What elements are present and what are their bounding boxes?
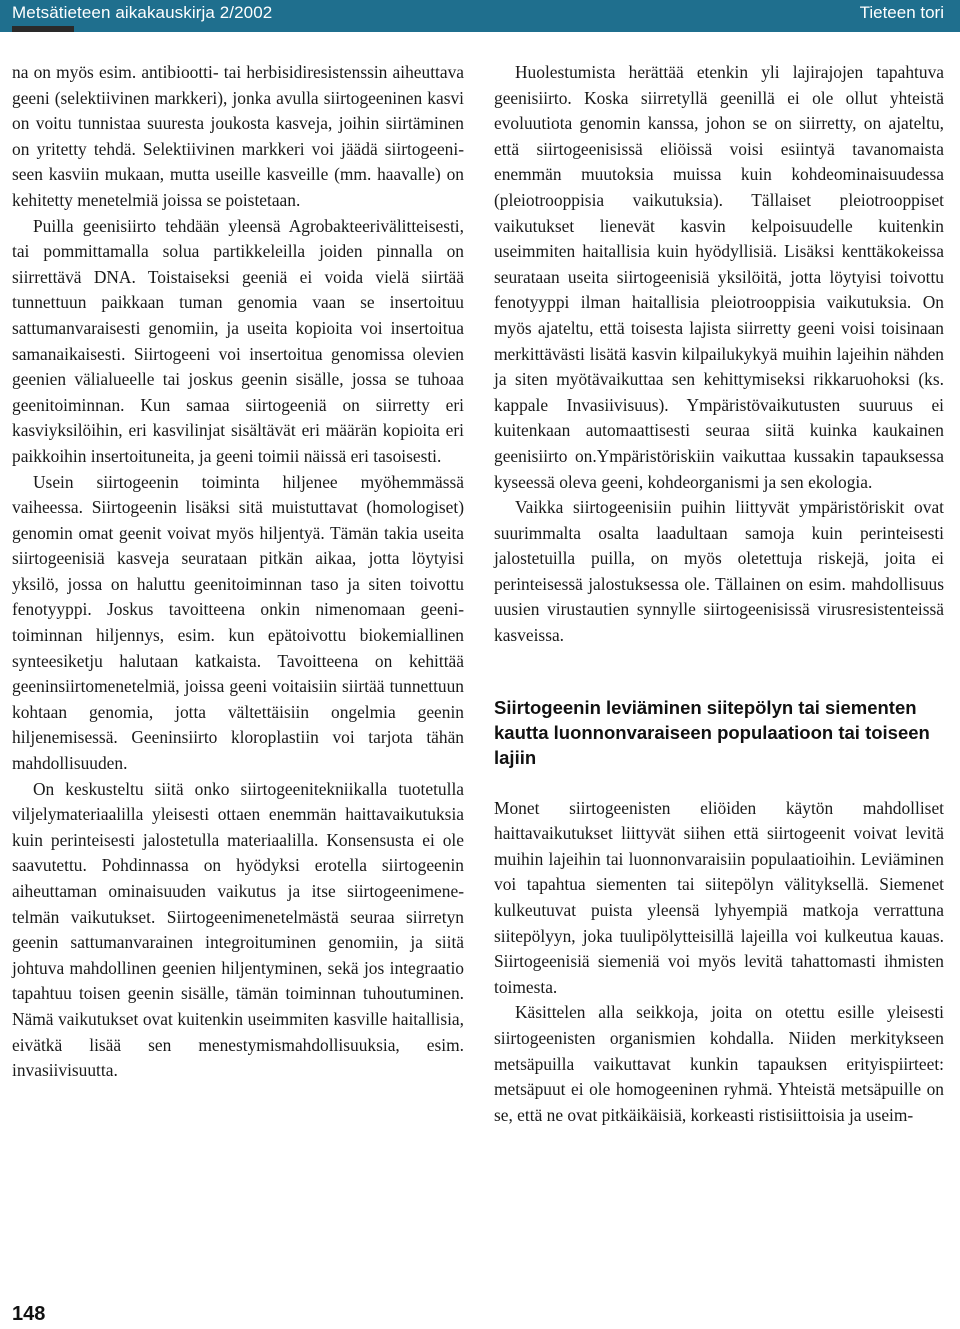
page-number: 148: [12, 1303, 46, 1325]
body-paragraph: On keskusteltu siitä onko siirtogeenitekniikalla tuotetulla viljelymateriaalilla yleisesti ottaen enemmän haittavaikutuksia kuin perinteisesti jalostetulla materiaalilla. Konsensusta ei ole saavutettu. Pohdinnassa on hyödyksi erotella siirtogeenin aiheuttaman ominaisuuden vaikutus ja itse siirtogeenimenetelmän vaikutukset. Siirtogeenimenetelmästä seuraa siirretyn geenin sattumanvarainen integroituminen genomiin, ja siitä johtuva mahdollinen geenien hiljentyminen, sekä jos integraatio tapahtuu toisen geenin sisälle, tämän toiminnan tuhoutuminen. Nämä vaikutukset ovat kuitenkin useimmiten kasville haitallisia, eivätkä lisää sen menestymismahdollisuuksia, esim. invasiivisuutta.: [12, 778, 464, 1081]
left-column: [12, 60, 464, 1084]
body-paragraph: Usein siirtogeenin toiminta hiljenee myöhemmässä vaiheessa. Siirtogeenin lisäksi sitä muistuttavat (homologiset) genomin omat geenit voivat myös hiljentyä. Tämän takia useita siirtogeenisiä kasveja seurataan pitkän aikaa, jotta löytyisi yksilö, jossa on haluttu geenitoiminnan taso ja siten toivottu fenotyyppi. Joskus tavoitteena onkin nimenomaan geenitoiminnan hiljennys, esim. kun epätoivottu biokemiallinen synteesiketju halutaan katkaista. Tavoitteena on kehittää geeninsiirtomenetelmiä, joissa geeni voitaisiin siirtää tunnettuun kohtaan genomia, jotta vältettäisiin ongelmia geenin hiljenemisessä. Geeninsiirto kloroplastiin voi tarjota tähän mahdollisuuden.: [12, 471, 464, 774]
body-paragraph: Vaikka siirtogeenisiin puihin liittyvät ympäristöriskit ovat suurimmalta osalta laadultaan samoja kuin perinteisesti jalostetuilla puilla, on myös oletettuja riskejä, joita ei perinteisessä jalostuksessa ole. Tällainen on esim. mahdollisuus uusien virustautien synnylle siirtogeenisissä virusresistenteissä kasveissa.: [494, 497, 944, 646]
body-paragraph: Puilla geenisiirto tehdään yleensä Agrobakteerivälitteisesti, tai pommittamalla solua partikkeleilla joiden pinnalla on siirrettävä DNA. Toistaiseksi geeniä ei voida vielä siirtää tunnettuun paikkaan tuman genomia vaan se insertoituu sattumanvaraisesti genomiin, ja useita kopioita voi insertoitua samanaikaisesti. Siirtogeeni voi insertoitua genomissa olevien geenien välialueelle tai joskus geenin sisälle, jossa se tuhoaa geenitoiminnan. Kun samaa siirtogeeniä on siirretty eri kasviyksilöihin, eri kasvilinjat sisältävät eri määrän kopioita eri paikkoihin insertoituneita, ja geeni toimii näissä eri tasoisesti.: [12, 215, 464, 466]
journal-title: Metsätieteen aikakauskirja 2/2002: [12, 3, 273, 22]
right-column: [494, 60, 944, 1128]
body-paragraph: na on myös esim. antibiootti- tai herbisidiresistenssin aiheuttava geeni (selektiivinen markkeri), jonka avulla siirtogeeninen kasvi on voitu tunnistaa suuresta joukosta kasveja, joihin siirtäminen on yritetty tehdä. Selektiivinen markkeri voi jäädä siirtogeeniseen kasviin mukaan, mutta useille kasveille (mm. haavalle) on kehitetty menetelmiä joissa se poistetaan.: [12, 62, 464, 210]
section-heading: Siirtogeenin leviäminen siitepölyn tai siementen kautta luonnonvaraiseen populaatioon tai toiseen lajiin: [494, 696, 930, 768]
body-paragraph: Monet siirtogeenisten eliöiden käytön mahdolliset haittavaikutukset liittyvät siihen että siirtogeenit voivat levitä muihin lajeihin tai luonnonvaraisiin populaatioihin. Leviäminen voi tapahtua siementen tai siitepölyn välityksellä. Siemenet kulkeutuvat puista yleensä lyhyempiä matkoja verrattuna siitepölyyn, joka tuulipölytteisillä lajeilla voi kulkeutua kauas. Siirtogeenisiä siemeniä voi myös levitä tahattomasti ihmisten toimesta.: [494, 797, 944, 997]
page-header: [0, 0, 960, 32]
section-title: Tieteen tori: [859, 3, 944, 22]
header-decorative-rule: [12, 26, 74, 32]
body-paragraph: Käsittelen alla seikkoja, joita on otettu esille yleisesti siirtogeenisten organismien kohdalla. Niiden merkitykseen metsäpuilla vaikuttavat kunkin tapauksen erityispiirteet: metsäpuut ei ole homogeeninen ryhmä. Yhteistä metsäpuille on se, että ne ovat pitkäikäisiä, korkeasti ristisiittoisia ja useim-: [494, 1002, 944, 1125]
spacer: [494, 649, 944, 695]
body-paragraph: Huolestumista herättää etenkin yli lajirajojen tapahtuva geenisiirto. Koska siirretyllä geenillä ei ole ollut yhteistä evoluutiota genomin kanssa, johon se on siirretty, on ajateltu, että siirtogeenisissä eliöissä voisi esiintyä tavanomaista enemmän muutoksia muissa kuin kohdeominaisuudessa (pleiotrooppisia vaikutuksia). Tällaiset pleiotrooppiset vaikutukset lienevät kasvin kelpoisuudelle kuitenkin useimmiten haitallisia kuin hyödyllisiä. Lisäksi kenttäkokeissa seurataan useita siirtogeenisiä yksilöitä, jotta löytyisi toivottu fenotyyppi ilman haitallisia pleiotrooppisia vaikutuksia. On myös ajateltu, että toisesta lajista siirretty geeni voisi toisinaan merkittävästi lisätä kasvin kilpailukykyä muihin lajeihin nähden ja siten myötävaikuttaa sen kehittymiseksi rikkaruohoksi (ks. kappale Invasiivisuus). Ympäristövaikutusten suuruus ei kuitenkaan automaattisesti seuraa siitä kuinka kaukainen geenisiirto on.Ympäristöriskiin vaikuttaa kussakin tapauksessa kyseessä oleva geeni, kohdeorganismi ja sen ekologia.: [494, 62, 944, 492]
spacer: [494, 770, 944, 796]
